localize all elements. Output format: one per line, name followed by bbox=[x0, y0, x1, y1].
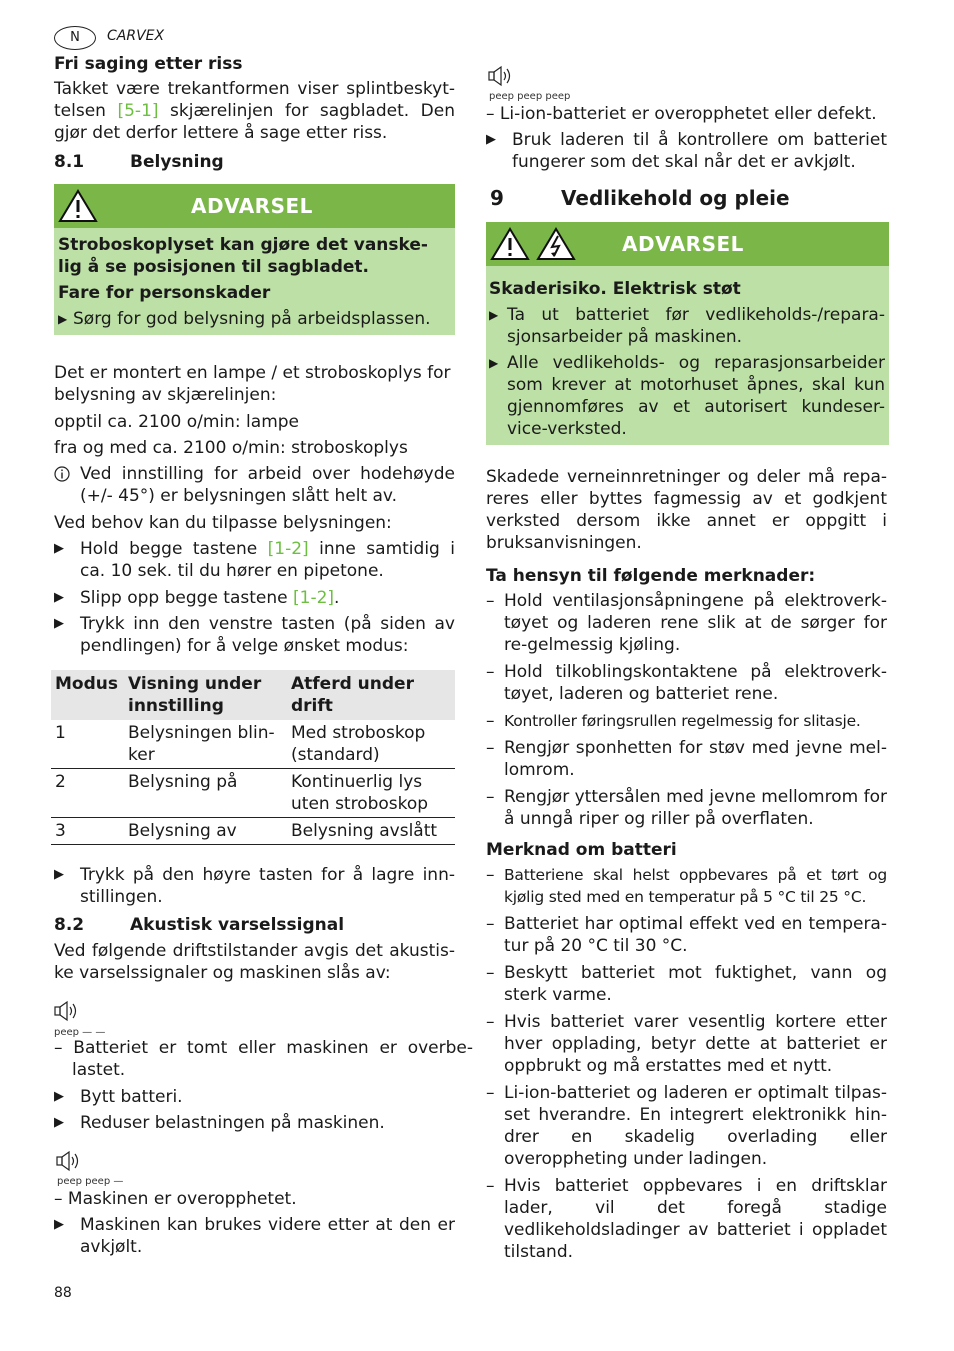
step-1-part-a: Hold begge tastene bbox=[80, 539, 258, 559]
signal-pattern-label: peep peep — bbox=[57, 1176, 124, 1187]
bullet-arrow-icon: ▶ bbox=[54, 590, 64, 605]
step-2-text bbox=[54, 587, 455, 609]
warning-box bbox=[486, 222, 889, 445]
list-item: – Kontroller føringsrullen regelmessig for slitasje. bbox=[486, 710, 887, 732]
section-title: Akustisk varselssignal bbox=[130, 915, 345, 935]
table-header-cell: Visning under innstilling bbox=[124, 670, 287, 720]
section-number: 8.2 bbox=[54, 915, 85, 935]
section-8-2-heading bbox=[54, 914, 345, 936]
bullet-arrow-icon: ▶ bbox=[54, 616, 64, 631]
speaker-icon bbox=[56, 1150, 82, 1176]
table-cell: Belysning avslått bbox=[287, 818, 455, 845]
page-number: 88 bbox=[54, 1285, 72, 1301]
warning-body bbox=[486, 266, 889, 445]
warning-header bbox=[54, 184, 455, 228]
table-header-cell: Atferd under drift bbox=[287, 670, 455, 720]
list-item: – Beskytt batteriet mot fuktighet, vann og sterk varme. bbox=[486, 963, 887, 1005]
battery-note-text: Batteriet har optimal effekt ved en tempera-tur på 20 °C til 30 °C. bbox=[504, 914, 887, 956]
figure-reference[interactable]: [1-2] bbox=[293, 588, 335, 608]
warning-box bbox=[54, 184, 455, 335]
note-text: Hold ventilasjonsåpningene på elektroverk-tøyet og laderen rene slik at de sørger for re-gelmessig kjøling. bbox=[504, 591, 887, 655]
signal-3-step-1 bbox=[486, 129, 887, 173]
list-item: – Hvis batteriet varer vesentlig kortere etter hver opplading, betyr dette at batteriet er oppbrukt og må erstattes med et nytt. bbox=[486, 1012, 887, 1076]
adjust-intro: Ved behov kan du tilpasse belysningen: bbox=[54, 513, 392, 533]
lamp-intro: Det er montert en lampe / et stroboskoplys for belysning av skjærelinjen: bbox=[54, 363, 451, 405]
note-text: Kontroller føringsrullen regelmessig for slitasje. bbox=[504, 712, 861, 730]
signal-3-text: – Li-ion-batteriet er overopphetet eller defekt. bbox=[486, 104, 877, 124]
bullet-arrow-icon: ▶ bbox=[489, 308, 499, 322]
section-title: Belysning bbox=[130, 152, 224, 172]
battery-notes-title: Merknad om batteri bbox=[486, 840, 677, 860]
signal-1-step-1-text: Bytt batteri. bbox=[80, 1087, 183, 1107]
step-1-text bbox=[54, 538, 455, 582]
figure-reference[interactable]: [1-2] bbox=[267, 539, 309, 559]
section-number: 8.1 bbox=[54, 152, 85, 172]
signal-1-text: – Batteriet er tomt eller maskinen er overbe-lastet. bbox=[54, 1038, 473, 1080]
brand-name: CARVEX bbox=[107, 28, 165, 44]
signal-2-step-1-text: Maskinen kan brukes videre etter at den er avkjølt. bbox=[80, 1215, 455, 1257]
bullet-arrow-icon: ▶ bbox=[486, 132, 496, 147]
warning-action bbox=[489, 352, 885, 440]
note-text: Hold tilkoblingskontaktene på elektroverk-tøyet, laderen og batteriet rene. bbox=[504, 662, 887, 704]
warning-action bbox=[58, 308, 451, 330]
signal-1-step-1 bbox=[54, 1086, 455, 1108]
list-item: – Batteriet har optimal effekt ved en tempera-tur på 20 °C til 30 °C. bbox=[486, 914, 887, 956]
notes-title: Ta hensyn til følgende merknader: bbox=[486, 566, 816, 586]
step-4-text: Trykk på den høyre tasten for å lagre inn-stillingen. bbox=[80, 865, 455, 907]
table-cell: 3 bbox=[51, 818, 124, 845]
table-header-row bbox=[51, 670, 455, 720]
notes-list bbox=[486, 590, 887, 835]
warning-header bbox=[486, 222, 889, 266]
signal-1-step-2 bbox=[54, 1112, 455, 1134]
lamp-line-2: fra og med ca. 2100 o/min: stroboskoplys bbox=[54, 438, 408, 458]
battery-note-text: Beskytt batteriet mot fuktighet, vann og sterk varme. bbox=[504, 963, 887, 1005]
lamp-line-1: opptil ca. 2100 o/min: lampe bbox=[54, 412, 300, 432]
bullet-arrow-icon: ▶ bbox=[54, 1089, 64, 1104]
warning-triangle-icon bbox=[490, 227, 530, 265]
table-row bbox=[51, 769, 455, 818]
table-cell: Med stroboskop (standard) bbox=[287, 720, 455, 769]
battery-note-text: Batteriene skal helst oppbevares på et tørt og kjølig sted med en temperatur på 5 °C til 25 °C. bbox=[504, 866, 887, 906]
warning-triangle-icon bbox=[58, 189, 98, 227]
list-item: – Hold tilkoblingskontaktene på elektroverk-tøyet, laderen og batteriet rene. bbox=[486, 662, 887, 704]
list-item: – Li-ion-batteriet og laderen er optimalt tilpas-set hverandre. En integrert elektronikk hin-drer en skadelig overlading eller overoppheting under ladingen. bbox=[486, 1083, 887, 1169]
bullet-arrow-icon: ▶ bbox=[489, 356, 499, 370]
warning-action-text: Ta ut batteriet før vedlikeholds-/repara-sjonsarbeider på maskinen. bbox=[507, 305, 885, 347]
list-item: – Rengjør sponhetten for støv med jevne mel-lomrom. bbox=[486, 738, 887, 780]
section-number: 9 bbox=[490, 186, 504, 210]
bullet-arrow-icon: ▶ bbox=[54, 1115, 64, 1130]
table-cell: 1 bbox=[51, 720, 124, 769]
list-item: – Hold ventilasjonsåpningene på elektroverk-tøyet og laderen rene slik at de sørger for re-gelmessig kjøling. bbox=[486, 591, 887, 655]
bullet-arrow-icon: ▶ bbox=[54, 1217, 64, 1232]
warning-action-text: Alle vedlikeholds- og reparasjonsarbeider som krever at motorhuset åpnes, skal kun gjennomføres av et autorisert kundeser-vice-verksted. bbox=[507, 353, 885, 439]
fri-saging-text-part2: skjærelinjen for sagbladet. Den gjør det derfor lettere å sage etter riss. bbox=[54, 101, 455, 143]
bullet-arrow-icon: ▶ bbox=[58, 312, 68, 326]
warning-action-text: Sørg for god belysning på arbeidsplassen. bbox=[73, 309, 431, 329]
note-text: Rengjør sponhetten for støv med jevne mel-lomrom. bbox=[504, 738, 887, 780]
figure-reference[interactable]: [5-1] bbox=[117, 101, 159, 121]
info-icon bbox=[54, 466, 70, 486]
list-item: – Rengjør yttersålen med jevne mellomrom for å unngå riper og riller på overflaten. bbox=[486, 787, 887, 829]
fri-saging-title: Fri saging etter riss bbox=[54, 54, 243, 74]
mode-table bbox=[51, 670, 455, 845]
battery-note-text: Li-ion-batteriet og laderen er optimalt tilpas-set hverandre. En integrert elektronikk hin-drer en skadelig overlading eller overoppheting under ladingen. bbox=[504, 1083, 887, 1169]
table-row bbox=[51, 720, 455, 769]
damaged-parts-text: Skadede verneinnretninger og deler må repa-reres eller byttes fagmessig av et godkjent verksted dersom ikke annet er oppgitt i bruksanvisningen. bbox=[486, 467, 887, 553]
warning-hazard: Fare for personskader bbox=[58, 283, 271, 303]
battery-notes-list bbox=[486, 864, 887, 1268]
signal-2-step-1 bbox=[54, 1214, 455, 1258]
table-row bbox=[51, 818, 455, 845]
fri-saging-text bbox=[54, 78, 455, 144]
battery-note-text: Hvis batteriet oppbevares i en driftsklar lader, vil det foregå stadige vedlikeholdsladinger av batteriet i oppladet tilstand. bbox=[504, 1176, 887, 1262]
signal-1-step-2-text: Reduser belastningen på maskinen. bbox=[80, 1113, 385, 1133]
list-item: – Hvis batteriet oppbevares i en driftsklar lader, vil det foregå stadige vedlikeholdsladinger av batteriet i oppladet tilstand. bbox=[486, 1176, 887, 1262]
step-3 bbox=[54, 613, 455, 657]
signal-pattern-label: peep peep peep bbox=[489, 91, 571, 102]
signal-pattern-label: peep — — bbox=[54, 1027, 106, 1038]
step-4 bbox=[54, 864, 455, 908]
step-2-part-b: . bbox=[334, 588, 340, 608]
table-cell: 2 bbox=[51, 769, 124, 818]
speaker-icon bbox=[54, 1000, 80, 1026]
language-badge: N bbox=[54, 26, 96, 50]
table-cell: Belysning av bbox=[124, 818, 287, 845]
section-title: Vedlikehold og pleie bbox=[561, 186, 790, 210]
step-1-part-b: inne samtidig i ca. 10 sek. til du hører en pipetone. bbox=[80, 539, 455, 581]
step-1 bbox=[54, 538, 455, 582]
note-text: Rengjør yttersålen med jevne mellomrom for å unngå riper og riller på overflaten. bbox=[504, 787, 887, 829]
table-header-cell: Modus bbox=[51, 670, 124, 720]
warning-action bbox=[489, 304, 885, 348]
bullet-arrow-icon: ▶ bbox=[54, 867, 64, 882]
battery-note-text: Hvis batteriet varer vesentlig kortere etter hver opplading, betyr dette at batteriet er oppbrukt og må erstattes med et nytt. bbox=[504, 1012, 887, 1076]
electric-shock-icon bbox=[536, 227, 576, 265]
info-note bbox=[54, 463, 455, 507]
warning-hazard: Skaderisiko. Elektrisk støt bbox=[489, 279, 741, 299]
warning-text: Stroboskoplyset kan gjøre det vanske-lig å se posisjonen til sagbladet. bbox=[58, 235, 428, 277]
section-8-2-intro: Ved følgende driftstilstander avgis det akustis-ke varselssignaler og maskinen slås av: bbox=[54, 941, 455, 983]
warning-body bbox=[54, 228, 455, 335]
table-cell: Belysningen blin-ker bbox=[124, 720, 287, 769]
table-cell: Kontinuerlig lys uten stroboskop bbox=[287, 769, 455, 818]
section-9-heading bbox=[486, 186, 790, 210]
step-2 bbox=[54, 587, 455, 609]
bullet-arrow-icon: ▶ bbox=[54, 541, 64, 556]
warning-title: ADVARSEL bbox=[622, 232, 744, 256]
signal-3-step-1-text: Bruk laderen til å kontrollere om batteriet fungerer som det skal når det er avkjølt. bbox=[512, 130, 887, 172]
speaker-icon bbox=[488, 65, 514, 91]
fri-saging-text-part1: Takket være trekantformen viser splintbeskyt-telsen bbox=[54, 79, 455, 121]
signal-2-text: – Maskinen er overopphetet. bbox=[54, 1189, 297, 1209]
table-cell: Belysning på bbox=[124, 769, 287, 818]
warning-title: ADVARSEL bbox=[191, 194, 313, 218]
mode-table-wrapper bbox=[51, 670, 455, 845]
list-item: – Batteriene skal helst oppbevares på et tørt og kjølig sted med en temperatur på 5 °C til 25 °C. bbox=[486, 865, 887, 906]
step-3-text: Trykk inn den venstre tasten (på siden av pendlingen) for å velge ønsket modus: bbox=[80, 614, 455, 656]
step-2-part-a: Slipp opp begge tastene bbox=[80, 588, 288, 608]
section-8-1-heading bbox=[54, 151, 224, 173]
info-note-text: Ved innstilling for arbeid over hodehøyde (+/- 45°) er belysningen slått helt av. bbox=[80, 464, 455, 506]
